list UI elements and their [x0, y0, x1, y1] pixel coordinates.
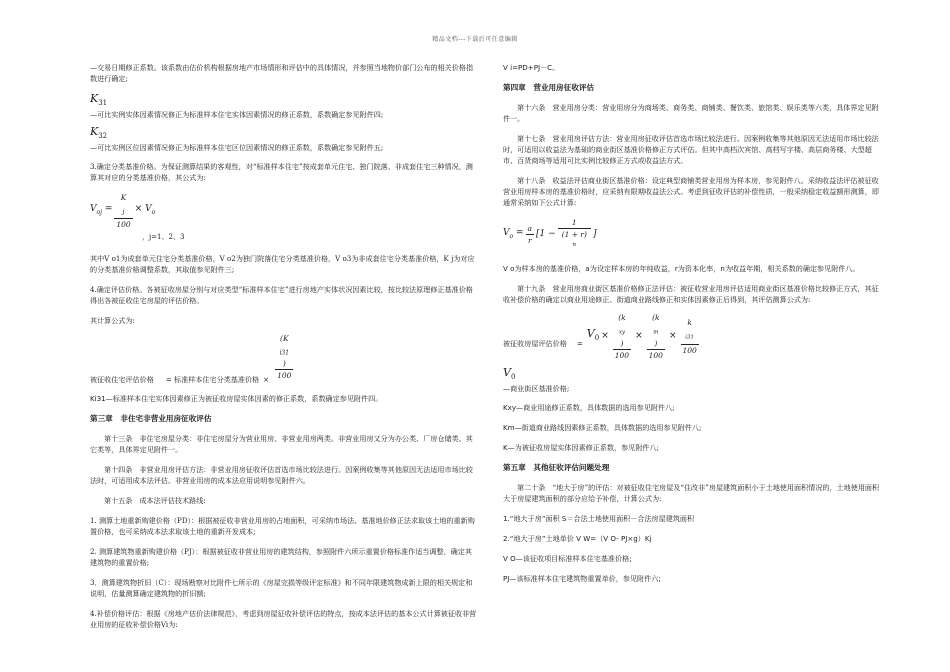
article-19: 第十九条 营业用房商业街区基准价格修正法评估：被征收营业用房评估适用商业街区基准价格比较修正方式，其征收补偿价格的确定以商业用途修正、街道商业路线修正和实体因素修正后得到，其评估测算公式为: — [503, 283, 879, 304]
article-16: 第十六条 营业用房分类：营业用房分为商场类、商务类、商铺类、餐饮类、旅馆类、娱乐类等六类，具体界定见附件一。 — [503, 103, 879, 123]
symbol-v0: $V_0$ — [503, 366, 516, 382]
right-column — [503, 62, 883, 593]
symbol-k31: $K_{31}$ — [90, 92, 108, 108]
formula-commercial-appraisal: 被征收房屋评估价格 = $V_0$ × (k $_{xy}$ ) 100 × (k $_m$ ) 100 × k $_{i31}$ 100 — [503, 312, 697, 360]
formula-line: PJ—该标准样本住宅建筑物重置单价，参见附件六; — [503, 574, 661, 584]
paragraph: V o为样本房的基准价格，a为设定样本房的年纯收益，r为资本化率，n为收益年期，相关系数的确定参见附件八。 — [503, 263, 860, 273]
definition-text: —可比实例实体因素情况修正为标准样本住宅实体因素情况的修正系数，系数确定参见附件四; — [90, 110, 384, 120]
chapter-title: 第五章 其他征收评估问题处理 — [503, 463, 610, 473]
formula-line: 2.“地大于房”土地单价 V W=（V O- PJ×g）Kj — [503, 534, 652, 544]
k31-definition — [90, 93, 478, 120]
paragraph: 4.确定评估价格。各被征收房屋分别与对应类型“标准样本住宅”进行房地产实体状况因素比较，按比较法原理修正基准价格得出各被征收住宅房屋的评估价格。 — [90, 284, 473, 305]
formula-base-price: $V_{oj}$ = K $_j$ 100 × $V_o$ — [90, 193, 156, 229]
v0-definition: $V_0$ —商业街区基准价格; — [503, 366, 570, 394]
article-13: 第十三条 非住宅房屋分类：非住宅房屋分为营业用房、非营业用房两类。非营业用房又分为办公类、厂房仓储类、其它类等，具体界定见附件一。 — [90, 434, 473, 455]
paragraph: 3.确定分类基准价格。为保证测算结果的客观性，对“标准样本住宅”按成套单元住宅、独门院落、非成套住宅三种情况，测算其对应的分类基准价格，其公式为: — [90, 162, 473, 183]
paragraph: 其中V o1为成套单元住宅分类基准价格，V o2为独门院落住宅分类基准价格，V o3为非成套住宅分类基准价格，K j为对应的分类基准价格调整系数，其取值参见附件三; — [90, 253, 475, 274]
article-15: 第十五条 成本法评估技术路线: — [104, 496, 206, 506]
km-definition: Km—街道商业路线因素修正系数，具体数据的选用参见附件八; — [503, 423, 702, 433]
formula-range: ，j=1、2、3 — [142, 232, 185, 241]
step-4: 4.补偿价格评估：根据《房地产估价法律规范》，考虑到房屋征收补偿评估的特点，按成本法评估的基本公式计算被征收非营业用房的征收补偿价格Vi为: — [90, 609, 477, 630]
symbol-k32: $K_{32}$ — [90, 125, 108, 141]
formula-line: 1.“地大于房”面积 S＝合法土地使用面积－合法房屋建筑面积 — [503, 514, 695, 524]
article-20: 第二十条 “地大于房”的评估：对被征收住宅房屋及“住改非”房屋建筑面积小于土地使用面积情况的，土地使用面积大于房屋建筑面积的部分应给予补偿，计算公式为: — [503, 483, 880, 504]
chapter-title: 第三章 非住宅非营业用房征收评估 — [90, 414, 212, 424]
formula-income-method: $V_o$ = $\frac{a}{r}$ [1 − 1 (1 + r) $^n$ ] — [503, 218, 597, 248]
left-column — [90, 62, 478, 639]
article-18: 第十八条 收益法评估商业街区基准价格：设定典型商铺类营业用房为样本房，参见附件八。采纳收益法评估被征收营业用房样本房的基准价格时，应采纳有限期收益法公式。考虑到征收评估的补偿性质，一般采纳稳定收益额形测算，即通常采纳如下公式计算: — [503, 176, 879, 207]
paragraph: —交易日期修正系数。该系数由估价机构根据房地产市场情形和评估中的具体情况，并参照当地物价部门公布的相关价格指数进行确定; — [90, 63, 474, 83]
chapter-title: 第四章 营业用房征收评估 — [503, 83, 595, 92]
page-header: 精品文档---下载后可任意编辑 — [432, 36, 518, 43]
paragraph: 其计算公式为: — [90, 315, 135, 325]
step-3: 3．测算建筑物折旧（C）：现场勘察对比附件七所示的《房屋完损等级评定标准》和不同年限建筑物成新上限的相关规定和说明，估量测算确定建筑物的折旧额; — [90, 578, 473, 599]
article-14: 第十四条 非营业用房评估方法：非营业用房征收评估首选市场比较法进行。因案例收集等其他原因无法适用市场比较法时，可适用成本法评估。非营业用房的成本法应用说明参见附件六。 — [90, 465, 473, 486]
definition-text: —可比实例区位因素情况修正为标准样本住宅区位因素情况的修正系数，系数确定参见附件五; — [90, 143, 384, 153]
k32-definition — [90, 126, 478, 153]
kxy-definition: Kxy—商业用途修正系数，具体数据的选用参见附件八; — [503, 403, 675, 413]
paragraph: Ki31—标准样本住宅实体因素修正为被征收房屋实体因素的修正系数，系数确定参见附件四。 — [90, 394, 383, 404]
step-1: 1. 测算土地重新购建价格（PD）：根据被征收非营业用房的占地面积，可采纳市场法、基准地价修正法求取该土地的重新购置价格，也可采纳成本法求取该土地的重新开发成本; — [90, 516, 475, 537]
formula-line: V O—该征收项目标准样本住宅基准价格; — [503, 554, 632, 564]
paragraph: V i=PD+PJ－C。 — [503, 63, 560, 72]
step-2: 2. 测算建筑物重新购建价格（PJ）：根据被征收非营业用房的建筑结构，参照附件六所示重置价格标准作适当调整，确定其建筑物的重置价格; — [90, 547, 472, 568]
formula-residential-appraisal: 被征收住宅评估价格 = 标准样本住宅分类基准价格 × (K $_{i31}$ ) 100 — [90, 333, 292, 385]
k-definition: K—为被征收房屋实体因素修正系数，参见附件八; — [503, 443, 660, 453]
article-17: 第十七条 营业用房评估方法：营业用房征收评估首选市场比较法进行。因案例收集等其他原因无法适用市场比较法时，可适用以收益法为基础的商业街区基准价格修正方式评估。但其中高档次宾馆、高档写字楼、高层商务楼、大型超市、百货商场等适用可比实例比较修正方式或收益法方式。 — [503, 134, 879, 165]
